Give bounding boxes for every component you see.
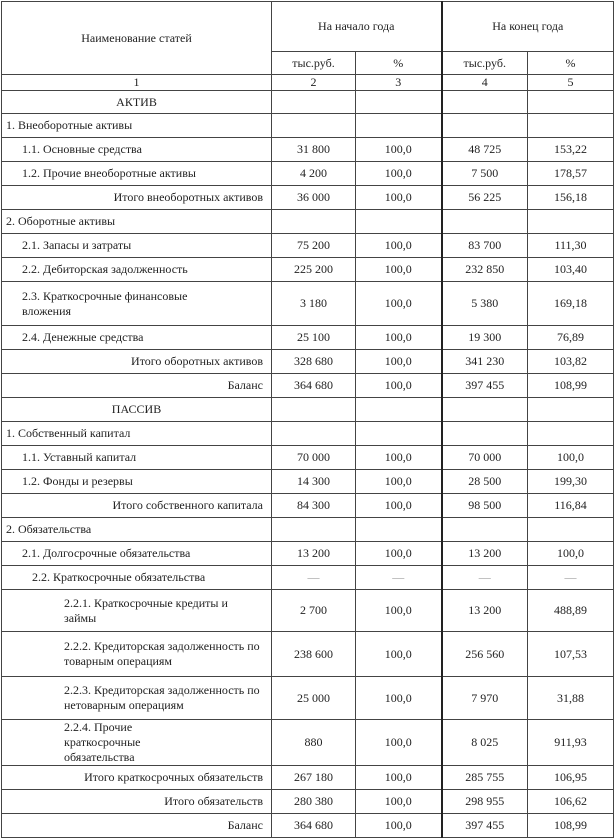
row-label: 1. Внеоборотные активы: [2, 114, 272, 138]
cell-start-value: 3 180: [272, 282, 356, 326]
row-label: 2.2.4. Прочие краткосрочные обязательства: [2, 720, 272, 766]
cell-start-value: 14 300: [272, 470, 356, 494]
table-row: [2, 446, 614, 470]
cell-end-value: 56 225: [442, 186, 528, 210]
cell-start-value: 280 380: [272, 790, 356, 814]
cell-start-value: [272, 114, 356, 138]
row-label: 2.1. Долгосрочные обязательства: [2, 542, 272, 566]
row-label: Итого оборотных активов: [2, 350, 272, 374]
table-row-total: [2, 186, 614, 210]
cell-end-value: 397 455: [442, 814, 528, 838]
cell-end-value: —: [442, 566, 528, 590]
balance-table: [1, 1, 614, 838]
cell-end-pct: [528, 518, 614, 542]
cell-end-pct: —: [528, 566, 614, 590]
row-label: Итого внеоборотных активов: [2, 186, 272, 210]
cell-start-value: —: [272, 566, 356, 590]
cell-start-pct: 100,0: [356, 766, 442, 790]
header-name-col: Наименование статей: [2, 2, 272, 75]
row-label: Баланс: [2, 374, 272, 398]
table-row-balance: [2, 374, 614, 398]
table-row: [2, 258, 614, 282]
table-row: [2, 518, 614, 542]
cell-start-pct: 100,0: [356, 326, 442, 350]
row-label: Баланс: [2, 814, 272, 838]
row-label: 1.1. Уставный капитал: [2, 446, 272, 470]
table-row: [2, 470, 614, 494]
cell-end-pct: 199,30: [528, 470, 614, 494]
header-row-groups: [2, 2, 614, 52]
cell-start-value: 880: [272, 720, 356, 766]
cell-start-pct: 100,0: [356, 470, 442, 494]
cell-start-pct: 100,0: [356, 790, 442, 814]
cell-end-pct: 76,89: [528, 326, 614, 350]
cell-end-pct: 108,99: [528, 814, 614, 838]
cell-end-pct: [528, 422, 614, 446]
row-label: 2. Оборотные активы: [2, 210, 272, 234]
cell-start-pct: 100,0: [356, 258, 442, 282]
table-row: [2, 326, 614, 350]
cell-end-value: [442, 210, 528, 234]
cell-end-pct: 153,22: [528, 138, 614, 162]
cell-end-value: 28 500: [442, 470, 528, 494]
cell-end-pct: 106,62: [528, 790, 614, 814]
header-row-colnums: [2, 75, 614, 91]
table-row: [2, 282, 614, 326]
cell-end-value: [442, 518, 528, 542]
cell-start-pct: —: [356, 566, 442, 590]
cell-start-pct: 100,0: [356, 234, 442, 258]
table-row: [2, 210, 614, 234]
cell-end-pct: 100,0: [528, 446, 614, 470]
cell-end-pct: [528, 114, 614, 138]
colnum-1: 1: [2, 75, 272, 91]
cell-start-pct: 100,0: [356, 494, 442, 518]
table-row: [2, 720, 614, 766]
cell-end-pct: [528, 210, 614, 234]
cell-start-pct: [356, 114, 442, 138]
row-label: 2.2. Дебиторская задолженность: [2, 258, 272, 282]
unit-pct-start: %: [356, 52, 442, 75]
colnum-2: 2: [272, 75, 356, 91]
cell-end-value: 7 500: [442, 162, 528, 186]
cell-end-value: 285 755: [442, 766, 528, 790]
row-label: Итого собственного капитала: [2, 494, 272, 518]
cell-start-value: 364 680: [272, 814, 356, 838]
table-row: [2, 542, 614, 566]
cell-end-value: 256 560: [442, 632, 528, 677]
cell-start-pct: 100,0: [356, 814, 442, 838]
cell-start-value: 364 680: [272, 374, 356, 398]
table-row: [2, 566, 614, 590]
table-row-total: [2, 350, 614, 374]
cell-end-pct: 100,0: [528, 542, 614, 566]
cell-end-value: 341 230: [442, 350, 528, 374]
cell-end-value: 298 955: [442, 790, 528, 814]
cell-start-value: 13 200: [272, 542, 356, 566]
cell-end-value: 232 850: [442, 258, 528, 282]
cell-end-value: 13 200: [442, 542, 528, 566]
row-label: Итого краткосрочных обязательств: [2, 766, 272, 790]
cell-start-value: [272, 518, 356, 542]
row-label: 2.4. Денежные средства: [2, 326, 272, 350]
cell-end-value: 8 025: [442, 720, 528, 766]
cell-end-pct: 106,95: [528, 766, 614, 790]
cell-end-pct: 107,53: [528, 632, 614, 677]
cell-end-pct: 103,40: [528, 258, 614, 282]
cell-start-value: [272, 422, 356, 446]
table-row: [2, 677, 614, 720]
cell-start-value: [272, 210, 356, 234]
cell-end-value: 83 700: [442, 234, 528, 258]
cell-end-pct: 31,88: [528, 677, 614, 720]
cell-end-pct: 103,82: [528, 350, 614, 374]
row-label: 1.2. Прочие внеоборотные активы: [2, 162, 272, 186]
cell-start-pct: 100,0: [356, 350, 442, 374]
row-label: 2.2.2. Кредиторская задолженность по товарным операциям: [2, 632, 272, 677]
cell-start-value: 75 200: [272, 234, 356, 258]
row-label: 1. Собственный капитал: [2, 422, 272, 446]
cell-end-value: 397 455: [442, 374, 528, 398]
cell-end-pct: 116,84: [528, 494, 614, 518]
colnum-4: 4: [442, 75, 528, 91]
row-label: 2.2.3. Кредиторская задолженность по нетоварным операциям: [2, 677, 272, 720]
table-row: [2, 138, 614, 162]
cell-start-pct: 100,0: [356, 162, 442, 186]
table-row: [2, 162, 614, 186]
table-row-total: [2, 790, 614, 814]
cell-end-value: [442, 114, 528, 138]
cell-start-pct: 100,0: [356, 632, 442, 677]
cell-start-value: 267 180: [272, 766, 356, 790]
cell-end-value: 13 200: [442, 590, 528, 632]
row-label: 1.2. Фонды и резервы: [2, 470, 272, 494]
cell-end-pct: 488,89: [528, 590, 614, 632]
cell-start-pct: 100,0: [356, 590, 442, 632]
section-row-passiv: [2, 398, 614, 422]
cell-end-value: 48 725: [442, 138, 528, 162]
cell-start-value: 238 600: [272, 632, 356, 677]
cell-start-pct: 100,0: [356, 282, 442, 326]
cell-start-value: 36 000: [272, 186, 356, 210]
header-start-of-year: На начало года: [272, 2, 442, 52]
cell-start-pct: 100,0: [356, 720, 442, 766]
unit-rub-end: тыс.руб.: [442, 52, 528, 75]
cell-start-value: 328 680: [272, 350, 356, 374]
cell-end-value: 5 380: [442, 282, 528, 326]
unit-pct-end: %: [528, 52, 614, 75]
table-row-total: [2, 766, 614, 790]
cell-start-pct: 100,0: [356, 446, 442, 470]
cell-start-value: 4 200: [272, 162, 356, 186]
colnum-5: 5: [528, 75, 614, 91]
table-row: [2, 234, 614, 258]
cell-end-pct: 169,18: [528, 282, 614, 326]
cell-start-pct: [356, 210, 442, 234]
cell-end-value: 7 970: [442, 677, 528, 720]
cell-start-value: 2 700: [272, 590, 356, 632]
section-title-aktiv: АКТИВ: [2, 91, 272, 114]
cell-end-value: 19 300: [442, 326, 528, 350]
row-label: 1.1. Основные средства: [2, 138, 272, 162]
row-label: 2. Обязательства: [2, 518, 272, 542]
cell-start-pct: 100,0: [356, 542, 442, 566]
cell-end-value: 70 000: [442, 446, 528, 470]
cell-start-pct: 100,0: [356, 374, 442, 398]
cell-start-value: 225 200: [272, 258, 356, 282]
section-row-aktiv: [2, 91, 614, 114]
unit-rub-start: тыс.руб.: [272, 52, 356, 75]
cell-start-value: 70 000: [272, 446, 356, 470]
cell-start-pct: [356, 422, 442, 446]
table-row-balance: [2, 814, 614, 838]
cell-start-pct: 100,0: [356, 138, 442, 162]
row-label: 2.2.1. Краткосрочные кредиты и займы: [2, 590, 272, 632]
row-label: 2.2. Краткосрочные обязательства: [2, 566, 272, 590]
row-label: 2.1. Запасы и затраты: [2, 234, 272, 258]
cell-end-value: 98 500: [442, 494, 528, 518]
cell-start-pct: 100,0: [356, 186, 442, 210]
cell-start-pct: 100,0: [356, 677, 442, 720]
row-label: 2.3. Краткосрочные финансовые вложения: [2, 282, 272, 326]
table-row-total: [2, 494, 614, 518]
cell-end-pct: 108,99: [528, 374, 614, 398]
cell-end-pct: 111,30: [528, 234, 614, 258]
cell-end-pct: 178,57: [528, 162, 614, 186]
cell-start-value: 25 000: [272, 677, 356, 720]
cell-end-pct: 156,18: [528, 186, 614, 210]
cell-start-pct: [356, 518, 442, 542]
table-row: [2, 114, 614, 138]
row-label: Итого обязательств: [2, 790, 272, 814]
cell-start-value: 31 800: [272, 138, 356, 162]
section-title-passiv: ПАССИВ: [2, 398, 272, 422]
table-row: [2, 422, 614, 446]
table-row: [2, 590, 614, 632]
table-row: [2, 632, 614, 677]
header-end-of-year: На конец года: [442, 2, 614, 52]
colnum-3: 3: [356, 75, 442, 91]
cell-start-value: 25 100: [272, 326, 356, 350]
cell-end-pct: 911,93: [528, 720, 614, 766]
cell-start-value: 84 300: [272, 494, 356, 518]
cell-end-value: [442, 422, 528, 446]
